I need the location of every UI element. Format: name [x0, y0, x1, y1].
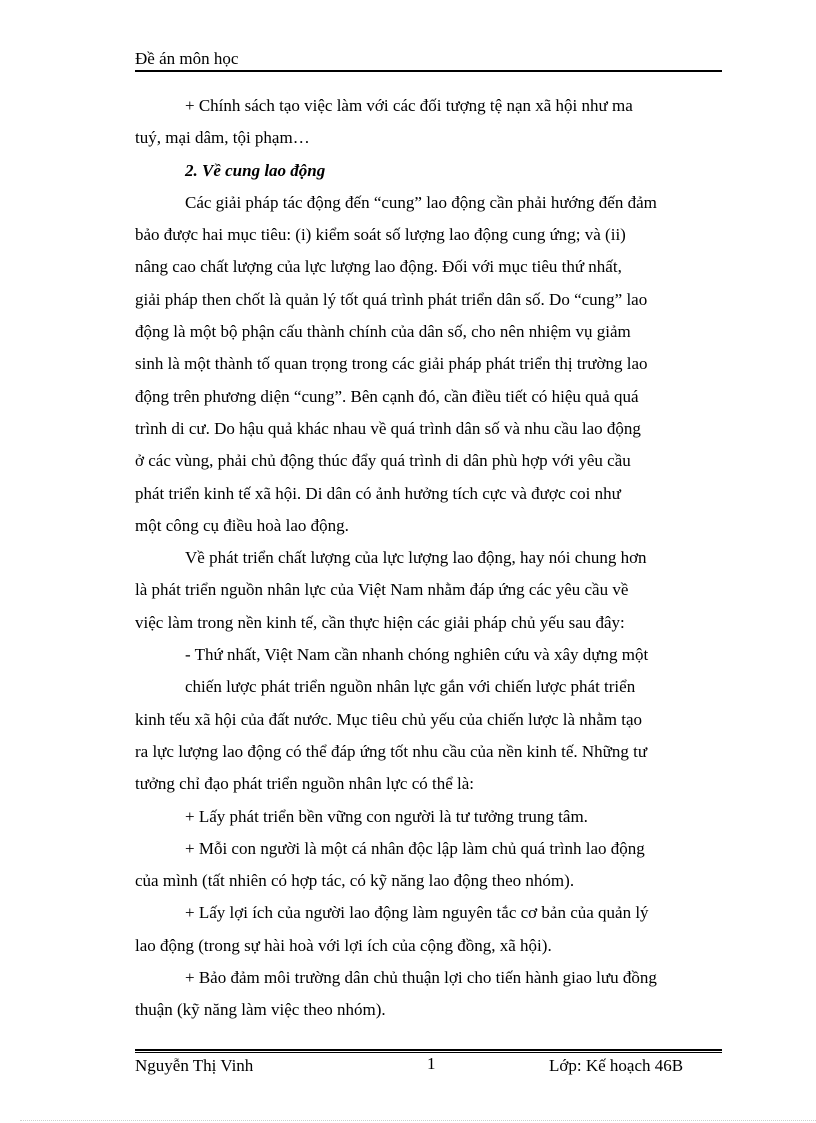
text-line: sinh là một thành tố quan trọng trong các giải pháp phát triển thị trường lao	[135, 354, 648, 374]
footer-rule	[135, 1049, 722, 1051]
page-number: 1	[427, 1054, 436, 1073]
text-line: + Chính sách tạo việc làm với các đối tượng tệ nạn xã hội như ma	[185, 96, 633, 115]
text-line: động là một bộ phận cấu thành chính của dân số, cho nên nhiệm vụ giảm	[135, 322, 631, 342]
text-line: kinh tếu xã hội của đất nước. Mục tiêu chủ yếu của chiến lược là nhằm tạo	[135, 709, 643, 729]
text-line: giải pháp then chốt là quản lý tốt quá trình phát triển dân số. Do “cung” lao	[135, 289, 648, 309]
footer-author: Nguyễn Thị Vinh	[135, 1056, 254, 1075]
text-line: tuý, mại dâm, tội phạm…	[135, 128, 310, 148]
text-line: tưởng chỉ đạo phát triển nguồn nhân lực có thể là:	[135, 774, 474, 794]
text-line: ở các vùng, phải chủ động thúc đẩy quá trình di dân phù hợp với yêu cầu	[135, 451, 631, 471]
text-line: Về phát triển chất lượng của lực lượng lao động, hay nói chung hơn	[185, 548, 647, 568]
text-line: phát triển kinh tế xã hội. Di dân có ảnh hưởng tích cực và được coi như	[135, 483, 621, 503]
text-line: chiến lược phát triển nguồn nhân lực gắn với chiến lược phát triển	[185, 677, 636, 697]
page-footer	[135, 1054, 722, 1078]
text-line: việc làm trong nền kinh tế, cần thực hiện các giải pháp chủ yếu sau đây:	[135, 612, 625, 632]
text-line: + Lấy phát triển bền vững con người là tư tưởng trung tâm.	[185, 806, 588, 826]
text-line: nâng cao chất lượng của lực lượng lao động. Đối với mục tiêu thứ nhất,	[135, 257, 622, 277]
text-line: là phát triển nguồn nhân lực của Việt Nam nhằm đáp ứng các yêu cầu về	[135, 580, 629, 600]
page-edge-divider	[20, 1120, 816, 1121]
text-line: Các giải pháp tác động đến “cung” lao động cần phải hướng đến đảm	[185, 192, 657, 212]
footer-class: Lớp: Kế hoạch 46B	[549, 1056, 684, 1075]
header-title: Đề án môn học	[135, 49, 239, 68]
text-line: động trên phương diện “cung”. Bên cạnh đó, cần điều tiết có hiệu quả quá	[135, 386, 639, 406]
page-header	[135, 48, 722, 70]
text-line: + Lấy lợi ích của người lao động làm nguyên tắc cơ bản của quản lý	[185, 903, 649, 923]
text-line: ra lực lượng lao động có thể đáp ứng tốt nhu cầu của nền kinh tế. Những tư	[135, 741, 648, 761]
header-rule	[135, 70, 722, 72]
text-line: + Bảo đảm môi trường dân chủ thuận lợi cho tiến hành giao lưu đồng	[185, 968, 657, 988]
section-heading: 2. Về cung lao động	[185, 160, 326, 180]
text-line: bảo được hai mục tiêu: (i) kiểm soát số lượng lao động cung ứng; và (ii)	[135, 225, 626, 245]
text-line: lao động (trong sự hài hoà với lợi ích của cộng đồng, xã hội).	[135, 935, 552, 955]
text-line: của mình (tất nhiên có hợp tác, có kỹ năng lao động theo nhóm).	[135, 871, 575, 891]
text-line: - Thứ nhất, Việt Nam cần nhanh chóng nghiên cứu và xây dựng một	[185, 645, 649, 665]
text-line: thuận (kỹ năng làm việc theo nhóm).	[135, 1000, 386, 1020]
text-line: trình di cư. Do hậu quả khác nhau về quá trình dân số và nhu cầu lao động	[135, 418, 641, 438]
text-line: + Mỗi con người là một cá nhân độc lập làm chủ quá trình lao động	[185, 838, 645, 858]
text-line: một công cụ điều hoà lao động.	[135, 515, 349, 535]
document-body	[135, 90, 722, 1027]
